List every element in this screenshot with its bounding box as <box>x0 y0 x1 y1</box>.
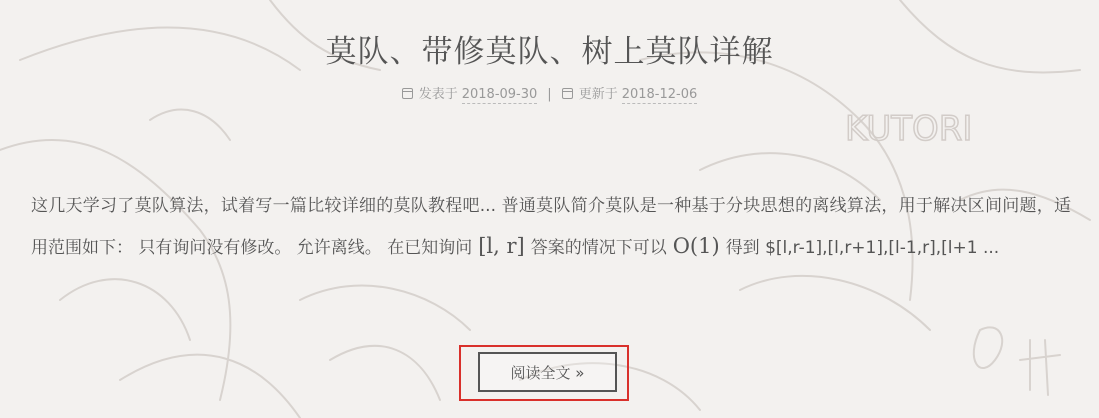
math-complexity: O(1) <box>672 234 720 258</box>
excerpt-text-1: 这几天学习了莫队算法，试着写一篇比较详细的莫队教程吧... 普通莫队简介莫队是一种基于分块思想的离线算法，用于解决区间问题，适用范围如下： 只有询问没有修改。 允许离线。 在已知询问 <box>31 196 1071 258</box>
calendar-check-icon <box>562 88 573 99</box>
math-interval: [l, r] <box>478 234 525 258</box>
post-title[interactable]: 莫队、带修莫队、树上莫队详解 <box>325 34 774 70</box>
published-date: 2018-09-30 <box>461 87 538 102</box>
read-more-button[interactable]: 阅读全文 » <box>478 352 617 392</box>
meta-separator: | <box>547 87 552 102</box>
calendar-icon <box>402 88 413 99</box>
updated-label: 更新于 <box>578 87 618 102</box>
svg-text:KUTORI: KUTORI <box>845 109 973 149</box>
published-label: 发表于 <box>418 87 458 102</box>
updated-date: 2018-12-06 <box>621 87 698 102</box>
post-meta <box>0 83 1099 102</box>
excerpt-text-3: 得到 $[l,r-1],[l,r+1],[l-1,r],[l+1 ... <box>725 238 1000 258</box>
post-excerpt <box>31 186 1071 268</box>
excerpt-text-2: 答案的情况下可以 <box>530 238 667 258</box>
